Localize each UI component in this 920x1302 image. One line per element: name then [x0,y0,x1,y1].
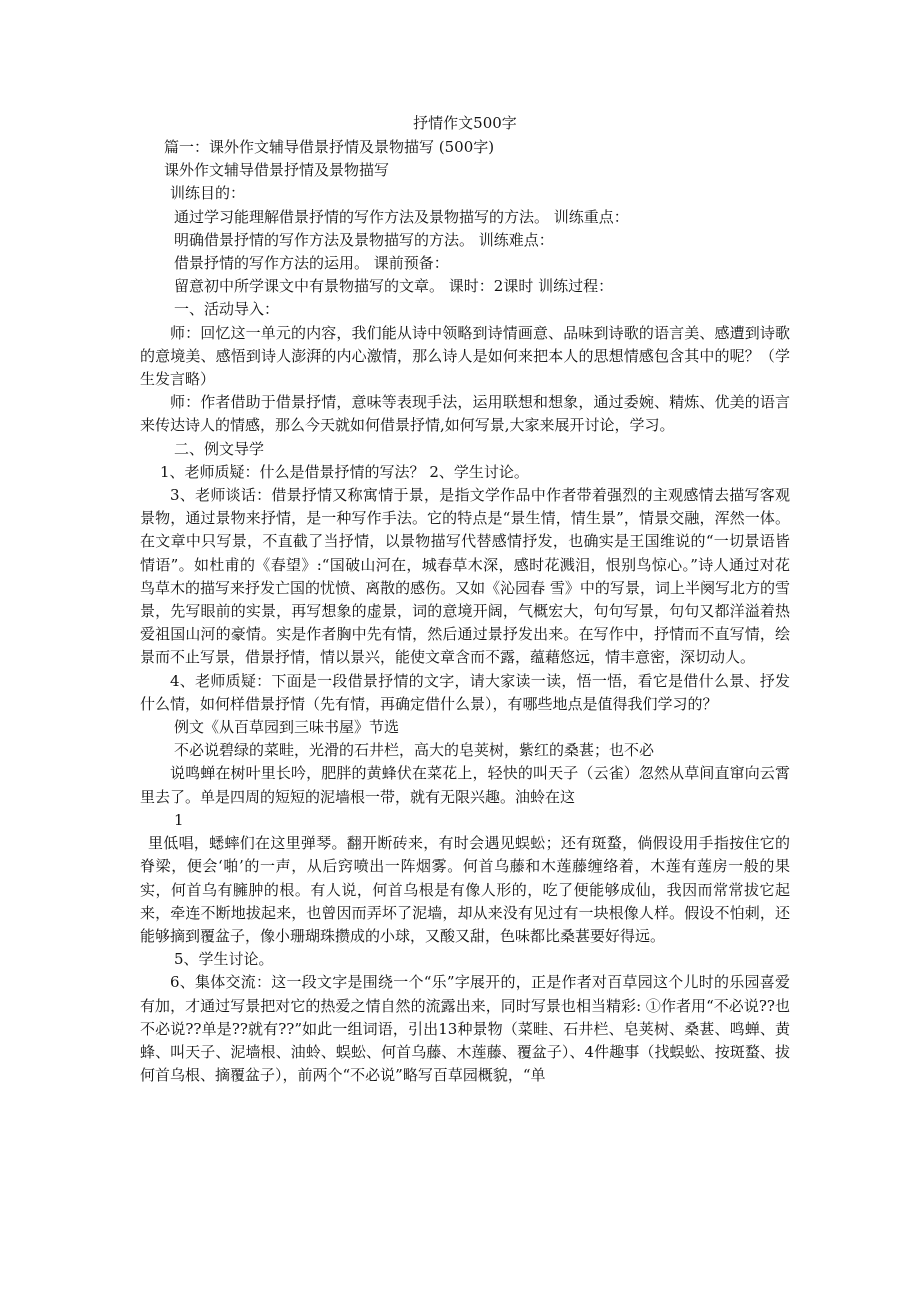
paragraph-teacher-question: 4、老师质疑：下面是一段借景抒情的文字，请大家读一读，悟一悟，看它是借什么景、抒发什么情，如何样借景抒情（先有情，再确定借什么景），有哪些地点是值得我们学习的？ [140,671,790,713]
article-subheading: 课外作文辅导借景抒情及景物描写 [164,161,390,180]
training-focus-text: 明确借景抒情的写作方法及景物描写的方法。 训练难点： [174,230,554,249]
question-line: 1、老师质疑：什么是借景抒情的写法？ 2、学生讨论。 [160,462,529,481]
example-paragraph-2: 里低唱，蟋蟀们在这里弹琴。翻开断砖来，有时会遇见蜈蚣；还有斑蝥，倘假设用手指按住它的脊梁，便会‘啪’的一声，从后窍喷出一阵烟雾。何首乌藤和木莲藤缠络着，木莲有莲房一般的果实，何首乌有臃肿的根。有人说，何首乌根是有像人形的，吃了便能够成仙，我因而常常拔它起来，牵连不断地拔起来，也曾因而弄坏了泥墙，却从来没有见过有一块根像人样。假设不怕刺，还能够摘到覆盆子，像小珊瑚珠攒成的小球，又酸又甜，色味都比桑葚要好得远。 [140,834,790,945]
training-difficulty-text: 借景抒情的写作方法的运用。 课前预备： [174,254,449,273]
example-title: 例文《从百草园到三味书屋》节选 [174,718,400,737]
training-goal-text: 通过学习能理解借景抒情的写作方法及景物描写的方法。 训练重点： [174,207,629,226]
paragraph-teacher-method: 师：作者借助于借景抒情，意味等表现手法，运用联想和想象，通过委婉、精炼、优美的语言来传达诗人的情感，那么今天就如何借景抒情,如何写景,大家来展开讨论，学习。 [140,393,790,435]
page-number: 1 [174,810,184,829]
example-paragraph-1: 说鸣蝉在树叶里长吟，肥胖的黄蜂伏在菜花上，轻快的叫天子（云雀）忽然从草间直窜向云霄里去了。单是四周的短短的泥墙根一带，就有无限兴趣。油蛉在这 [140,764,790,806]
paragraph-group-exchange: 6、集体交流：这一段文字是围绕一个“乐”字展开的，正是作者对百草园这个儿时的乐园喜爱有加，才通过写景把对它的热爱之情自然的流露出来，同时写景也相当精彩: ①作者用“不必说??也不必说??单是??就有??”如此一组词语，引出13种景物（菜畦、石井栏、皂荚树、桑葚、鸣蝉、黄蜂、叫天子、泥墙根、油蛉、蜈蚣、何首乌藤、木莲藤、覆盆子）、4件趣事（找蜈蚣、按斑蝥、拔何首乌根、摘覆盆子），前两个“不必说”略写百草园概貌，“单 [140,973,790,1085]
preparation-text: 留意初中所学课文中有景物描写的文章。 课时：2课时 训练过程： [174,277,614,296]
document-title: 抒情作文500字 [413,114,517,132]
article-heading: 篇一：课外作文辅导借景抒情及景物描写 (500字) [164,138,495,156]
example-line-1: 不必说碧绿的菜畦，光滑的石井栏，高大的皂荚树，紫红的桑葚；也不必 [174,741,655,760]
section-heading-2: 二、例文导学 [174,439,265,458]
paragraph-teacher-talk: 3、老师谈话：借景抒情又称寓情于景，是指文学作品中作者带着强烈的主观感情去描写客观景物，通过景物来抒情，是一种写作手法。它的特点是“景生情，情生景”，情景交融，浑然一体。在文章中只写景，不直截了当抒情，以景物描写代替感情抒发，也确实是王国维说的“一切景语皆情语”。如杜甫的《春望》:“国破山河在，城春草木深，感时花溅泪，恨别鸟惊心。”诗人通过对花鸟草木的描写来抒发亡国的忧愤、离散的感伤。又如《沁园春 雪》中的写景，词上半阕写北方的雪景，先写眼前的实景，再写想象的虚景，词的意境开阔，气概宏大，句句写景，句句又都洋溢着热爱祖国山河的豪情。实是作者胸中先有情，然后通过景抒发出来。在写作中，抒情而不直写情，绘景而不止写景，借景抒情，情以景兴，能使文章含而不露，蕴藉悠远，情丰意密，深切动人。 [140,486,790,667]
student-discussion: 5、学生讨论。 [174,950,274,969]
training-goal-label: 训练目的： [170,184,246,203]
paragraph-teacher-recall: 师：回忆这一单元的内容，我们能从诗中领略到诗情画意、品味到诗歌的语言美、感遭到诗歌的意境美、感悟到诗人澎湃的内心激情，那么诗人是如何来把本人的思想情感包含其中的呢？（学生发言略） [140,323,790,389]
document-page [140,112,790,1087]
section-heading-1: 一、活动导入： [174,300,280,319]
